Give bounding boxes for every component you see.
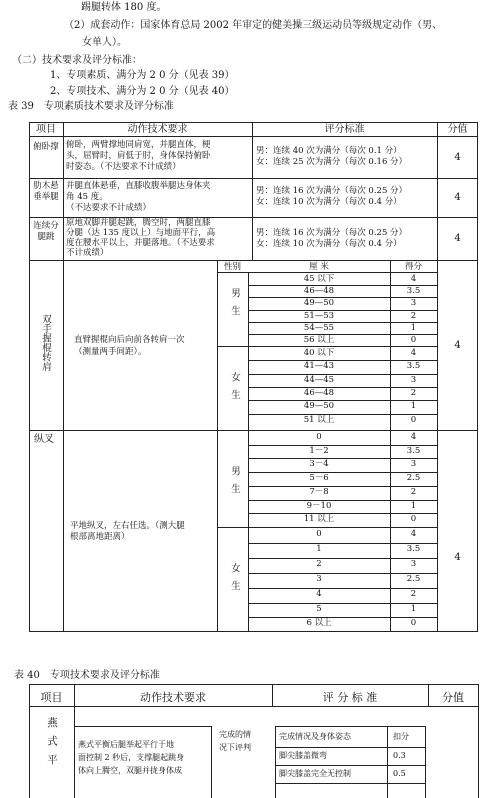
measure-score: 1 bbox=[410, 500, 417, 511]
measure-score: 4 bbox=[410, 529, 417, 539]
t39-header-score: 评分标准 bbox=[324, 124, 365, 135]
measure-range: 5－6 bbox=[309, 473, 329, 484]
t39-split-req-1: 平地纵叉，左右任选。（测大腿 bbox=[70, 521, 185, 531]
measure-range: 49—50 bbox=[303, 401, 335, 412]
t39-row2-score-1: 男：连续 16 次为满分（每次 0.25 分） bbox=[256, 186, 408, 196]
t39-sub-header-gender: 性别 bbox=[223, 262, 241, 272]
measure-score: 1 bbox=[410, 322, 417, 333]
t39-row2-req-1: 并腿直体悬垂，直膝收腹举腿达身体夹 bbox=[66, 181, 211, 191]
measure-range: 54—55 bbox=[303, 322, 335, 333]
measure-range: 49—50 bbox=[303, 298, 335, 309]
t40-row-cond-1: 完成的情 bbox=[219, 730, 251, 739]
table-40-caption: 表 40 专项技术要求及评分标准 bbox=[14, 670, 160, 681]
t39-row2-name: 肋木悬垂举腿 bbox=[33, 181, 59, 202]
t39-row3-score-2: 女：连续 10 次为满分（每次 0.4 分） bbox=[256, 239, 402, 249]
measure-range: 5 bbox=[316, 603, 322, 614]
measure-range: 41—43 bbox=[303, 361, 335, 372]
t39-header-points: 分值 bbox=[447, 124, 468, 135]
t39-row3-name: 连续分腿跳 bbox=[33, 221, 59, 242]
t39-split-req-2: 根部离地距离） bbox=[70, 532, 130, 542]
t39-swing-points: 4 bbox=[454, 340, 461, 351]
measure-range: 4 bbox=[316, 588, 322, 599]
t40-sub-row-1-label: 脚尖膝盖微弯 bbox=[279, 751, 327, 760]
intro-item-1: 1、专项素质、满分为 2 0 分（见表 39） bbox=[50, 70, 235, 81]
t39-row1-score-1: 男：连续 40 次为满分（每次 0.1 分） bbox=[256, 146, 402, 156]
measure-range: 3 bbox=[316, 573, 322, 584]
t40-header-item: 项目 bbox=[40, 691, 63, 704]
measure-score: 3.5 bbox=[406, 286, 421, 297]
t39-header-req: 动作技术要求 bbox=[127, 124, 188, 135]
measure-score: 2 bbox=[410, 486, 417, 497]
measure-range: 46—48 bbox=[303, 387, 335, 398]
t40-sub-row-2-label: 脚尖膝盖完全无控制 bbox=[279, 769, 351, 778]
t40-row-cond-2: 况下评判 bbox=[219, 743, 251, 752]
measure-score: 0 bbox=[410, 618, 417, 629]
t39-row1-name: 俯卧撑 bbox=[33, 142, 59, 152]
intro-line-1: 踢腿转体 180 度。 bbox=[81, 2, 167, 13]
measure-score: 0 bbox=[410, 414, 417, 425]
measure-range: 45 以下 bbox=[303, 274, 335, 284]
measure-score: 2 bbox=[410, 387, 417, 398]
t39-row1-req-2: 头，屈臂时，肩低于肘，身体保持俯卧 bbox=[66, 151, 211, 161]
section-heading: （二）技术要求及评分标准： bbox=[12, 55, 142, 66]
t39-row1-points: 4 bbox=[454, 152, 461, 163]
t39-row3-points: 4 bbox=[454, 233, 461, 244]
t39-sub-header-score: 得分 bbox=[404, 262, 422, 272]
measure-score: 4 bbox=[410, 274, 417, 284]
measure-score: 1 bbox=[410, 603, 417, 614]
measure-range: 44—45 bbox=[303, 374, 335, 385]
measure-range: 0 bbox=[316, 432, 322, 442]
t39-row1-req-3: 时姿态。（不达要求不计成绩） bbox=[66, 162, 181, 172]
measure-range: 3－4 bbox=[309, 459, 329, 470]
t40-row-name: 燕式平 bbox=[46, 717, 58, 773]
t40-header-score: 评 分 标 准 bbox=[322, 691, 378, 704]
measure-score: 3.5 bbox=[406, 543, 421, 554]
measure-score: 3.5 bbox=[406, 445, 421, 456]
t39-row1-score-2: 女：连续 25 次为满分（每次 0.16 分） bbox=[256, 157, 408, 167]
measure-range: 0 bbox=[316, 529, 322, 539]
measure-range: 7－8 bbox=[309, 486, 329, 497]
measure-score: 0 bbox=[410, 514, 417, 525]
measure-range: 1 bbox=[316, 543, 322, 554]
t39-split-name: 纵叉 bbox=[34, 434, 54, 445]
t39-row3-req-1: 原地双脚并腿起跳，腾空时，两腿直膝 bbox=[66, 218, 211, 228]
measure-score: 3 bbox=[410, 374, 417, 385]
intro-line-2: （2）成套动作：国家体育总局 2002 年审定的健美操三级运动员等级规定动作（男、 bbox=[64, 20, 443, 31]
measure-range: 46—48 bbox=[303, 286, 335, 297]
t39-swing-req-2: （测量两手间距）。 bbox=[74, 347, 147, 357]
measure-score: 3.5 bbox=[406, 361, 421, 372]
measure-score: 3 bbox=[410, 298, 417, 309]
measure-range: 1－2 bbox=[309, 445, 329, 456]
t39-swing-male-label: 男生 bbox=[229, 288, 240, 323]
measure-range: 9－10 bbox=[306, 500, 332, 511]
measure-range: 11 以上 bbox=[303, 514, 335, 525]
t39-row2-points: 4 bbox=[454, 192, 461, 203]
measure-score: 2 bbox=[410, 588, 417, 599]
t39-split-female-label: 女生 bbox=[229, 563, 240, 598]
measure-score: 3 bbox=[410, 558, 417, 569]
measure-score: 1 bbox=[410, 401, 417, 412]
measure-range: 6 以上 bbox=[306, 618, 332, 629]
t40-sub-header-2: 扣分 bbox=[393, 732, 409, 741]
measure-score: 3 bbox=[410, 459, 417, 470]
t39-swing-name: 双手握棍转肩 bbox=[40, 314, 51, 371]
measure-score: 2.5 bbox=[406, 573, 421, 584]
t40-sub-row-1-value: 0.3 bbox=[393, 751, 406, 760]
t40-row-req-2: 面控制 2 秒后，支撑腿起跳身 bbox=[78, 753, 185, 762]
t39-split-points: 4 bbox=[454, 552, 461, 563]
t39-swing-req-1: 直臂握棍向后向前各转肩一次 bbox=[74, 335, 185, 345]
t39-row2-score-2: 女：连续 10 次为满分（每次 0.4 分） bbox=[256, 197, 402, 207]
t39-row3-req-4: 不计成绩） bbox=[66, 248, 109, 258]
t40-sub-header-1: 完成情况及身体姿态 bbox=[279, 732, 351, 741]
measure-score: 0 bbox=[410, 335, 417, 345]
t39-row3-req-2: 分腿（达 135 度以上）与地面平行，高 bbox=[66, 228, 216, 238]
measure-score: 4 bbox=[410, 432, 417, 442]
measure-range: 2 bbox=[316, 558, 322, 569]
t39-row2-req-2: 角 45 度。 bbox=[66, 192, 108, 202]
measure-range: 40 以下 bbox=[303, 348, 335, 358]
intro-line-3: 女单人）。 bbox=[82, 37, 127, 48]
t39-row3-score-1: 男：连续 16 次为满分（每次 0.25 分） bbox=[256, 228, 408, 238]
t39-sub-header-cm: 厘 米 bbox=[309, 262, 329, 272]
t40-sub-row-2-value: 0.5 bbox=[393, 769, 406, 778]
t40-header-points: 分值 bbox=[442, 691, 464, 704]
t39-swing-female-label: 女生 bbox=[229, 372, 240, 407]
t40-header-req: 动作技术要求 bbox=[140, 691, 206, 704]
measure-score: 2 bbox=[410, 310, 417, 321]
intro-item-2: 2、专项技术、满分为 2 0 分（见表 40） bbox=[50, 86, 235, 97]
t39-row3-req-3: 度在腰水平以上，并腿落地。（不达要求 bbox=[66, 238, 215, 248]
t40-row-req-1: 燕式平衡后腿举起平行于地 bbox=[78, 740, 174, 749]
t39-header-item: 项目 bbox=[36, 124, 56, 135]
measure-range: 56 以上 bbox=[303, 335, 335, 345]
measure-score: 2.5 bbox=[406, 473, 421, 484]
t39-row2-req-3: （不达要求不计成绩） bbox=[66, 203, 152, 213]
table-39-caption: 表 39 专项素质技术要求及评分标准 bbox=[8, 101, 174, 112]
t39-row1-req-1: 俯卧，两臂撑地同肩宽，并腿直体，梗 bbox=[66, 140, 211, 150]
t40-row-req-3: 体向上腾空，双腿并拢身体成 bbox=[78, 766, 182, 775]
measure-score: 4 bbox=[410, 348, 417, 358]
measure-range: 51 以上 bbox=[303, 414, 335, 425]
t39-split-male-label: 男生 bbox=[229, 466, 240, 501]
measure-range: 51—53 bbox=[303, 310, 335, 321]
